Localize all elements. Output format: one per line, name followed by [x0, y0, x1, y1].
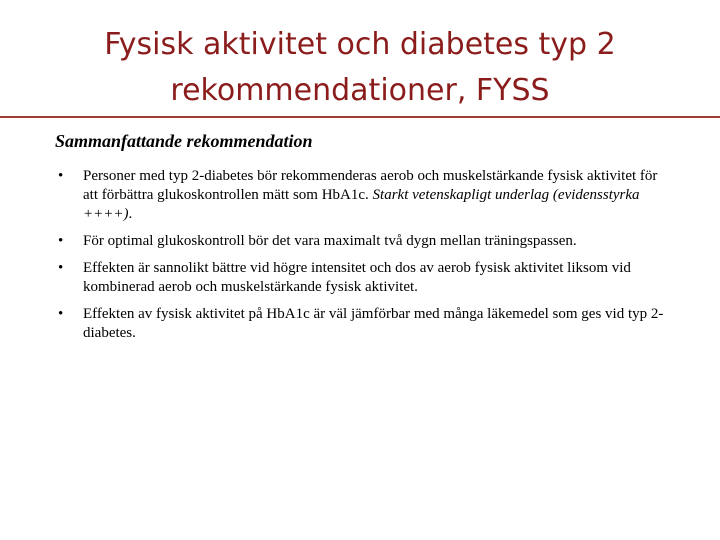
recommendation-text: För optimal glukoskontroll bör det vara maximalt två dygn mellan träningspassen.: [83, 233, 577, 249]
recommendation-list: [55, 167, 675, 343]
recommendation-text: Personer med typ 2-diabetes bör rekommenderas aerob och muskelstärkande fysisk aktivitet för att förbättra glukoskontrollen mätt som HbA1c.: [83, 168, 658, 203]
list-item: [55, 305, 675, 343]
slide-title: [0, 22, 720, 114]
title-divider: [0, 116, 720, 118]
recommendation-text-end: .: [128, 206, 133, 222]
slide-title-line-2: rekommendationer, FYSS: [170, 73, 550, 108]
bullet-icon: •: [58, 168, 64, 184]
recommendation-box: [55, 130, 675, 351]
bullet-icon: •: [58, 233, 64, 249]
list-item: [55, 167, 675, 224]
list-item: [55, 259, 675, 297]
list-item: [55, 232, 675, 251]
slide-title-line-1: Fysisk aktivitet och diabetes typ 2: [104, 27, 616, 62]
recommendation-heading: Sammanfattande rekommendation: [55, 131, 313, 151]
bullet-icon: •: [58, 260, 64, 276]
recommendation-text: Effekten av fysisk aktivitet på HbA1c är väl jämförbar med många läkemedel som ges vid typ 2-diabetes.: [83, 306, 664, 341]
recommendation-text: Effekten är sannolikt bättre vid högre intensitet och dos av aerob fysisk aktivitet liksom vid kombinerad aerob och muskelstärkande fysisk aktivitet.: [83, 260, 631, 295]
bullet-icon: •: [58, 306, 64, 322]
evidence-strength: Starkt vetenskapligt underlag (evidensstyrka ++++): [83, 187, 640, 222]
